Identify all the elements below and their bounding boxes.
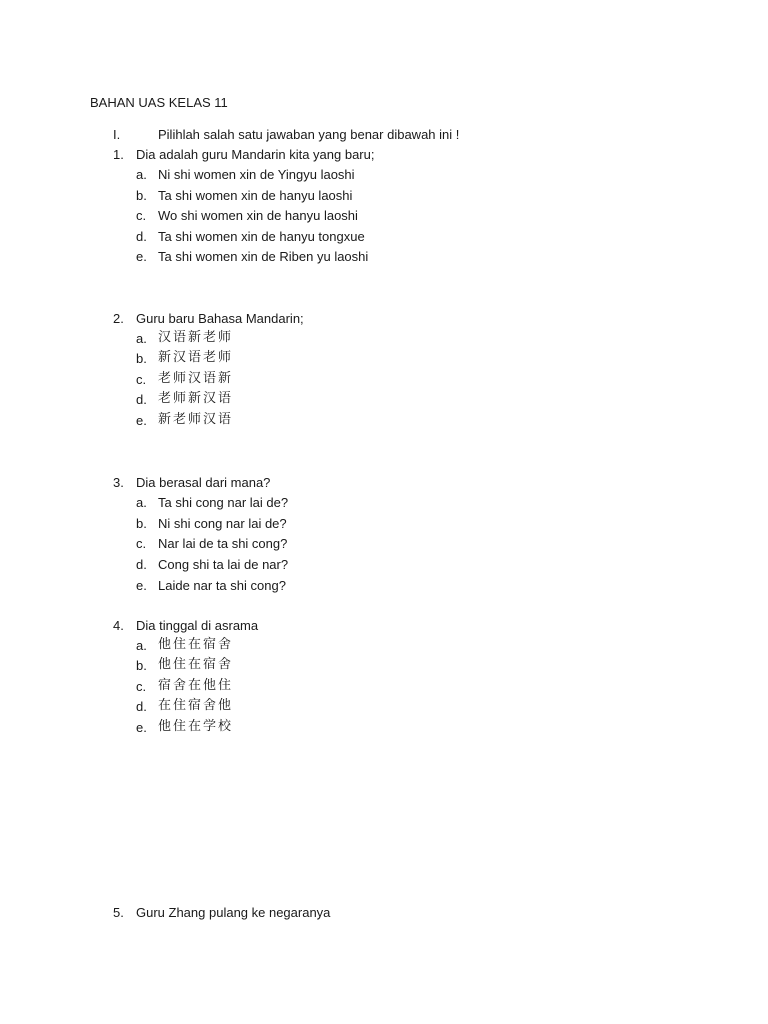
option-letter: c. — [136, 679, 147, 694]
option-text: 汉语新老师 — [158, 330, 234, 345]
question-number: 3. — [113, 475, 124, 490]
option-letter: b. — [136, 188, 147, 203]
section-instruction: Pilihlah salah satu jawaban yang benar dibawah ini ! — [158, 127, 460, 142]
option-text: 新老师汉语 — [158, 412, 234, 427]
option-text: Ta shi cong nar lai de? — [158, 495, 289, 510]
option-letter: d. — [136, 229, 147, 244]
option-letter: d. — [136, 699, 147, 714]
option-letter: a. — [136, 331, 147, 346]
option-letter: e. — [136, 720, 147, 735]
question-text: Guru Zhang pulang ke negaranya — [136, 905, 331, 920]
option-text: 他住在宿舍 — [158, 637, 234, 652]
option-letter: c. — [136, 372, 147, 387]
question-number: 5. — [113, 905, 124, 920]
option-text: 新汉语老师 — [158, 350, 234, 365]
option-letter: a. — [136, 638, 147, 653]
question-text: Guru baru Bahasa Mandarin; — [136, 311, 304, 326]
option-text: Ta shi women xin de hanyu laoshi — [158, 188, 353, 203]
option-letter: e. — [136, 249, 147, 264]
option-text: Nar lai de ta shi cong? — [158, 536, 288, 551]
option-letter: b. — [136, 658, 147, 673]
option-text: Ni shi women xin de Yingyu laoshi — [158, 167, 355, 182]
option-text: 宿舍在他住 — [158, 678, 234, 693]
question-text: Dia adalah guru Mandarin kita yang baru; — [136, 147, 375, 162]
option-text: Laide nar ta shi cong? — [158, 578, 286, 593]
option-letter: e. — [136, 578, 147, 593]
option-text: Wo shi women xin de hanyu laoshi — [158, 208, 358, 223]
question-text: Dia tinggal di asrama — [136, 618, 259, 633]
option-letter: a. — [136, 167, 147, 182]
option-text: 他住在宿舍 — [158, 657, 234, 672]
question-text: Dia berasal dari mana? — [136, 475, 271, 490]
option-text: Ta shi women xin de Riben yu laoshi — [158, 249, 369, 264]
option-letter: a. — [136, 495, 147, 510]
option-letter: b. — [136, 351, 147, 366]
question-number: 2. — [113, 311, 124, 326]
option-text: Ta shi women xin de hanyu tongxue — [158, 229, 365, 244]
option-letter: d. — [136, 557, 147, 572]
document-title: BAHAN UAS KELAS 11 — [90, 95, 228, 110]
option-letter: c. — [136, 208, 147, 223]
option-text: Cong shi ta lai de nar? — [158, 557, 289, 572]
option-text: 在住宿舍他 — [158, 698, 234, 713]
section-number: I. — [113, 127, 121, 142]
option-letter: d. — [136, 392, 147, 407]
option-letter: e. — [136, 413, 147, 428]
option-letter: c. — [136, 536, 147, 551]
option-letter: b. — [136, 516, 147, 531]
option-text: 他住在学校 — [158, 719, 234, 734]
question-number: 1. — [113, 147, 124, 162]
option-text: 老师新汉语 — [158, 391, 234, 406]
question-number: 4. — [113, 618, 124, 633]
option-text: 老师汉语新 — [158, 371, 234, 386]
option-text: Ni shi cong nar lai de? — [158, 516, 287, 531]
